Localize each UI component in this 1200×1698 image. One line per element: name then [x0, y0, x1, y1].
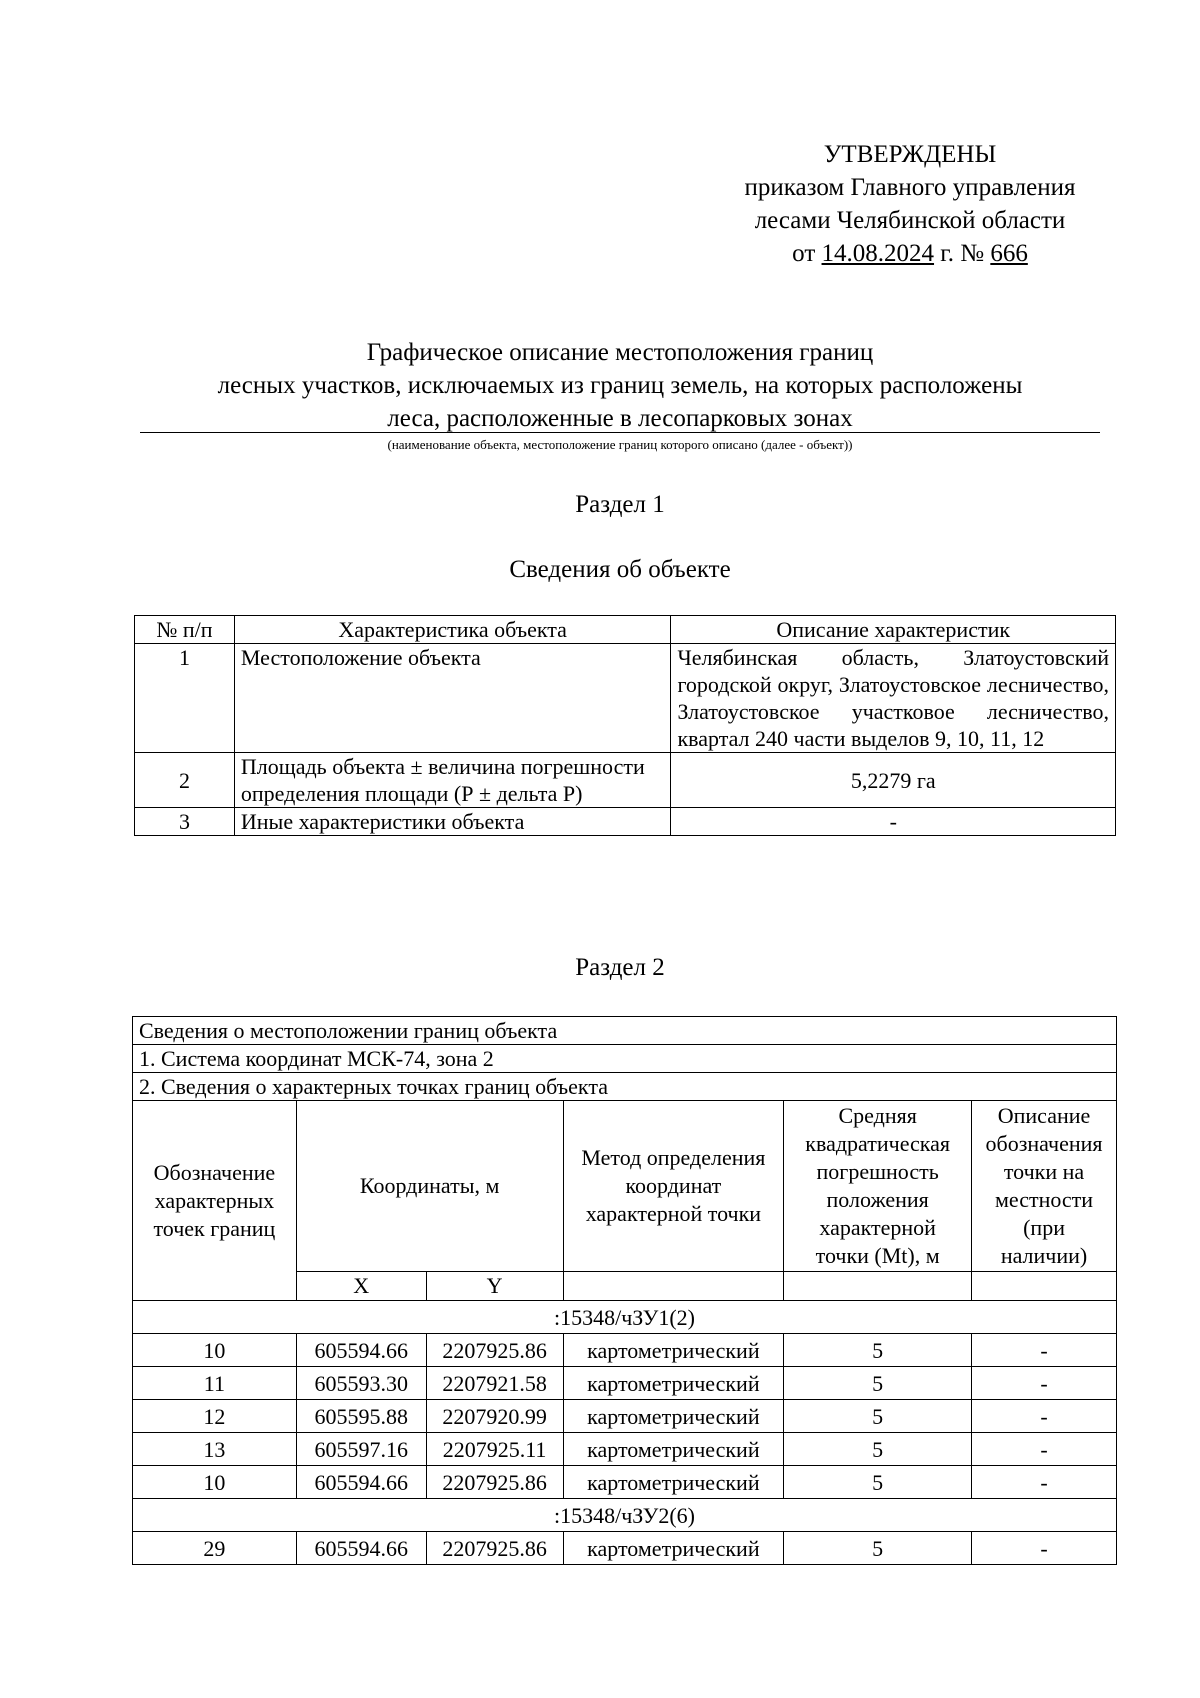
approval-order-line: приказом Главного управления [744, 174, 1076, 201]
zone-label: :15348/чЗУ1(2) [133, 1301, 1117, 1334]
row-number: 1 [135, 644, 235, 753]
point-id: 13 [133, 1433, 297, 1466]
row-value: 5,2279 га [671, 753, 1116, 808]
section2-heading: Раздел 2 [575, 954, 665, 981]
title-line-2: лесных участков, исключаемых из границ земель, на которых расположены [217, 372, 1023, 399]
point-id: 11 [133, 1367, 297, 1400]
point-description: - [972, 1433, 1117, 1466]
approval-authority-line: лесами Челябинской области [754, 207, 1066, 234]
table-row [135, 808, 1116, 836]
header-error: Средняя квадратическая погрешность положения характерной точки (Mt), м [784, 1101, 972, 1272]
table-row [133, 1532, 1117, 1565]
document-title [135, 336, 1105, 435]
point-x: 605594.66 [296, 1466, 426, 1499]
section1-subheading: Сведения об объекте [509, 556, 731, 583]
table-header-row [135, 616, 1116, 644]
row-number: 3 [135, 808, 235, 836]
title-line-1: Графическое описание местоположения границ [366, 339, 874, 366]
zone-label: :15348/чЗУ2(6) [133, 1499, 1117, 1532]
point-error: 5 [784, 1367, 972, 1400]
header-empty-cell [784, 1272, 972, 1301]
row-number: 2 [135, 753, 235, 808]
header-description: Описание характеристик [671, 616, 1116, 644]
point-error: 5 [784, 1466, 972, 1499]
table-row [133, 1367, 1117, 1400]
title-caption: (наименование объекта, местоположение границ которого описано (далее - объект)) [387, 437, 853, 452]
coordinate-system: 1. Система координат МСК-74, зона 2 [133, 1045, 1117, 1073]
point-id: 29 [133, 1532, 297, 1565]
row-characteristic: Местоположение объекта [234, 644, 671, 753]
title-line-3: леса, расположенные в лесопарковых зонах [387, 405, 853, 432]
header-x: X [296, 1272, 426, 1301]
point-x: 605594.66 [296, 1532, 426, 1565]
point-method: картометрический [563, 1400, 784, 1433]
point-y: 2207921.58 [426, 1367, 563, 1400]
point-method: картометрический [563, 1532, 784, 1565]
row-characteristic: Иные характеристики объекта [234, 808, 671, 836]
table-row [133, 1433, 1117, 1466]
boundary-points-table [132, 1016, 1117, 1565]
header-method: Метод определения координат характерной точки [563, 1101, 784, 1272]
header-number: № п/п [135, 616, 235, 644]
point-description: - [972, 1400, 1117, 1433]
row-value: Челябинская область, Златоустовский городской округ, Златоустовское лесничество, Златоустовское участковое лесничество, квартал 240 части выделов 9, 10, 11, 12 [671, 644, 1116, 753]
point-description: - [972, 1532, 1117, 1565]
approval-date: 14.08.2024 [821, 240, 935, 267]
approval-date-line [700, 237, 1120, 270]
header-y: Y [426, 1272, 563, 1301]
point-description: - [972, 1334, 1117, 1367]
point-x: 605593.30 [296, 1367, 426, 1400]
point-error: 5 [784, 1400, 972, 1433]
table-row [133, 1466, 1117, 1499]
section1-heading: Раздел 1 [575, 491, 665, 518]
header-designation: Обозначение характерных точек границ [133, 1101, 297, 1301]
approval-number-label: г. № [940, 240, 985, 267]
point-y: 2207925.86 [426, 1466, 563, 1499]
approval-block [700, 138, 1120, 270]
table-row [133, 1334, 1117, 1367]
header-empty-cell [972, 1272, 1117, 1301]
point-y: 2207925.11 [426, 1433, 563, 1466]
point-error: 5 [784, 1334, 972, 1367]
approval-number: 666 [990, 240, 1028, 267]
object-info-table [134, 615, 1116, 836]
point-method: картометрический [563, 1466, 784, 1499]
table-row [135, 753, 1116, 808]
header-characteristic: Характеристика объекта [234, 616, 671, 644]
point-description: - [972, 1466, 1117, 1499]
point-y: 2207925.86 [426, 1334, 563, 1367]
title-underline [140, 432, 1100, 433]
header-point-description: Описание обозначения точки на местности (при наличии) [972, 1101, 1117, 1272]
point-x: 605597.16 [296, 1433, 426, 1466]
point-method: картометрический [563, 1433, 784, 1466]
row-characteristic: Площадь объекта ± величина погрешности определения площади (Р ± дельта Р) [234, 753, 671, 808]
point-id: 10 [133, 1466, 297, 1499]
point-method: картометрический [563, 1367, 784, 1400]
table-row [135, 644, 1116, 753]
approval-from-label: от [792, 240, 816, 267]
table-row [133, 1400, 1117, 1433]
row-value: - [671, 808, 1116, 836]
point-x: 605595.88 [296, 1400, 426, 1433]
point-id: 12 [133, 1400, 297, 1433]
approval-title: УТВЕРЖДЕНЫ [823, 141, 997, 168]
point-method: картометрический [563, 1334, 784, 1367]
point-error: 5 [784, 1532, 972, 1565]
table-title: Сведения о местоположении границ объекта [133, 1017, 1117, 1045]
point-y: 2207920.99 [426, 1400, 563, 1433]
header-coordinates: Координаты, м [296, 1101, 563, 1272]
point-x: 605594.66 [296, 1334, 426, 1367]
point-error: 5 [784, 1433, 972, 1466]
points-title: 2. Сведения о характерных точках границ объекта [133, 1073, 1117, 1101]
header-empty-cell [563, 1272, 784, 1301]
point-id: 10 [133, 1334, 297, 1367]
point-y: 2207925.86 [426, 1532, 563, 1565]
point-description: - [972, 1367, 1117, 1400]
